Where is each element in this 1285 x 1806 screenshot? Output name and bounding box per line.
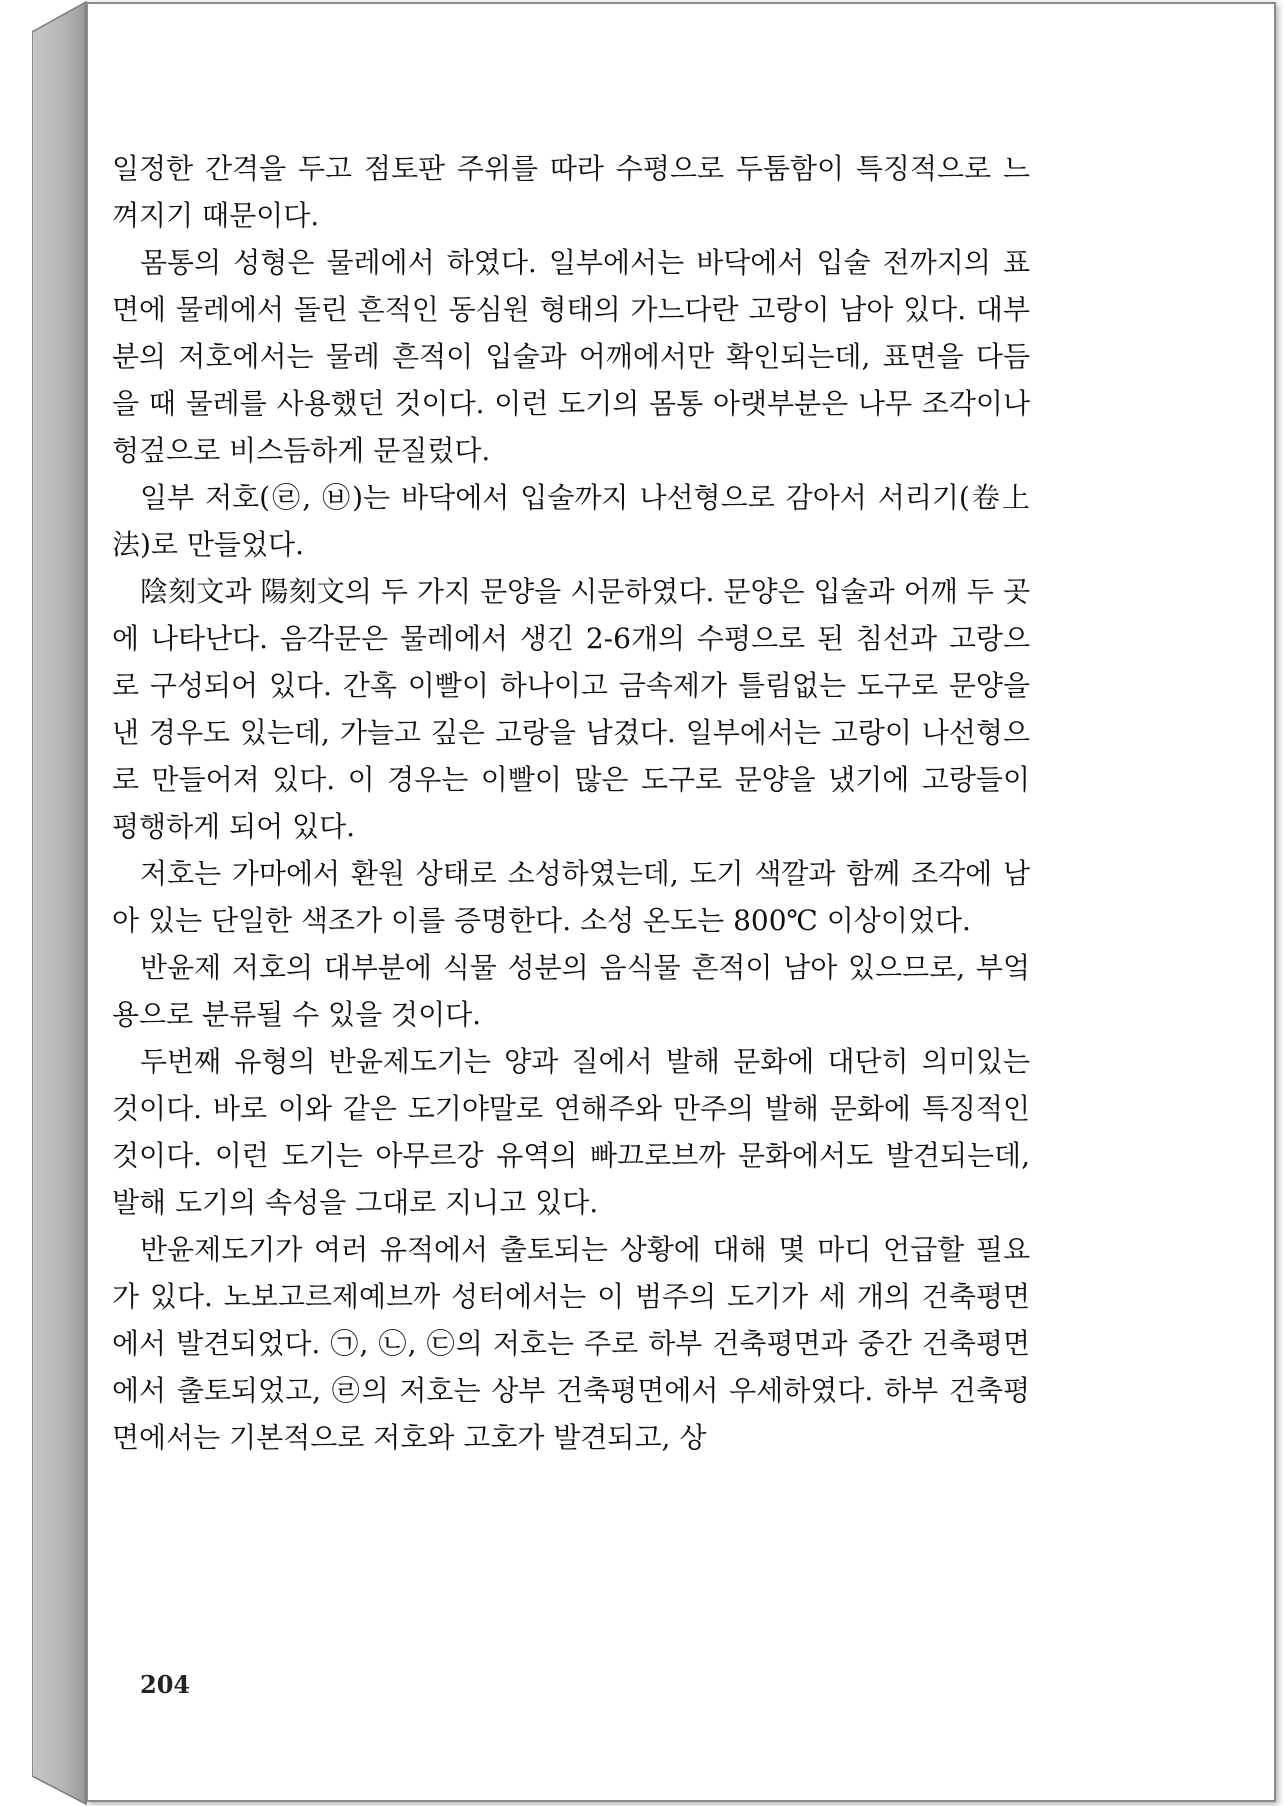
- paragraph: 반윤제도기가 여러 유적에서 출토되는 상황에 대해 몇 마디 언급할 필요가 있다. 노보고르제예브까 성터에서는 이 범주의 도기가 세 개의 건축평면에서 발견되었다. ㉠, ㉡, ㉢의 저호는 주로 하부 건축평면과 중간 건축평면에서 출토되었고, ㉣의 저호는 상부 건축평면에서 우세하였다. 하부 건축평면에서는 기본적으로 저호와 고호가 발견되고, 상: [112, 1233, 1030, 1454]
- paragraph: 몸통의 성형은 물레에서 하였다. 일부에서는 바닥에서 입술 전까지의 표면에 물레에서 돌린 흔적인 동심원 형태의 가느다란 고랑이 남아 있다. 대부분의 저호에서는 물레 흔적이 입술과 어깨에서만 확인되는데, 표면을 다듬을 때 물레를 사용했던 것이다. 이런 도기의 몸통 아랫부분은 나무 조각이나 헝겊으로 비스듬하게 문질렀다.: [112, 246, 1030, 467]
- paragraph: 반윤제 저호의 대부분에 식물 성분의 음식물 흔적이 남아 있으므로, 부엌용으로 분류될 수 있을 것이다.: [112, 951, 1030, 1031]
- book-spine-graphic: [32, 0, 88, 1806]
- body-text: [112, 145, 1030, 1461]
- paragraph: 일부 저호(㉣, ㉥)는 바닥에서 입술까지 나선형으로 감아서 서리기(卷上法)로 만들었다.: [112, 481, 1030, 561]
- book-spine: [32, 0, 88, 1806]
- paragraph: 두번째 유형의 반윤제도기는 양과 질에서 발해 문화에 대단히 의미있는 것이다. 바로 이와 같은 도기야말로 연해주와 만주의 발해 문화에 특징적인 것이다. 이런 도기는 아무르강 유역의 빠끄로브까 문화에서도 발견되는데, 발해 도기의 속성을 그대로 지니고 있다.: [112, 1045, 1030, 1219]
- page-number: 204: [140, 1670, 191, 1699]
- paragraph: 저호는 가마에서 환원 상태로 소성하였는데, 도기 색깔과 함께 조각에 남아 있는 단일한 색조가 이를 증명한다. 소성 온도는 800℃ 이상이었다.: [112, 857, 1030, 937]
- paragraph: 일정한 간격을 두고 점토판 주위를 따라 수평으로 두툼함이 특징적으로 느껴지기 때문이다.: [112, 152, 1030, 232]
- paragraph: 陰刻文과 陽刻文의 두 가지 문양을 시문하였다. 문양은 입술과 어깨 두 곳에 나타난다. 음각문은 물레에서 생긴 2-6개의 수평으로 된 침선과 고랑으로 구성되어 있다. 간혹 이빨이 하나이고 금속제가 틀림없는 도구로 문양을 낸 경우도 있는데, 가늘고 깊은 고랑을 남겼다. 일부에서는 고랑이 나선형으로 만들어져 있다. 이 경우는 이빨이 많은 도구로 문양을 냈기에 고랑들이 평행하게 되어 있다.: [112, 575, 1030, 843]
